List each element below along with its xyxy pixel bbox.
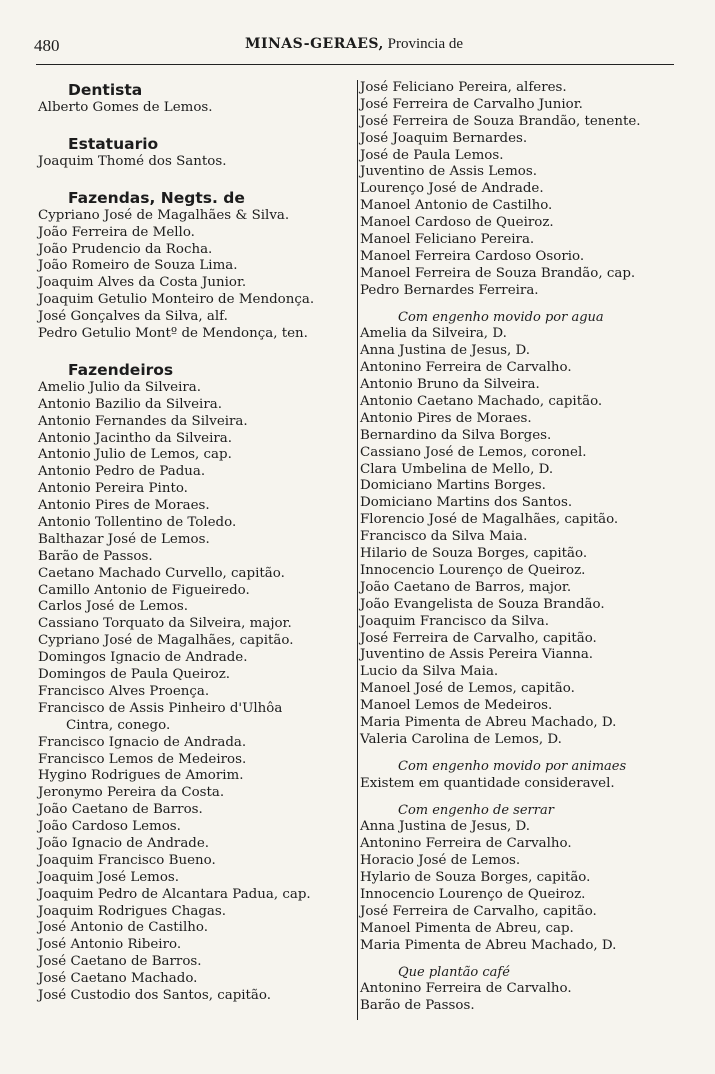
list-item: Alberto Gomes de Lemos. [38,100,213,115]
list-item: José Ferreira de Carvalho, capitão. [360,903,597,919]
section-heading-fazendeiros: Fazendeiros [68,360,174,379]
list-item: Barão de Passos. [360,998,475,1014]
list-item: Maria Pimenta de Abreu Machado, D. [360,714,617,730]
list-item: Antonio Fernandes da Silveira. [38,413,248,429]
list-item: Joaquim Pedro de Alcantara Padua, cap. [38,886,311,902]
list-serrar [360,819,678,954]
list-item: Joaquim José Lemos. [38,869,180,885]
spacer [38,117,354,134]
list-item: Camillo Antonio de Figueiredo. [38,582,250,598]
list-item: Francisco da Silva Maia. [360,529,528,545]
list-item: Antonino Ferreira de Carvalho. [360,836,572,852]
list-item: Horacio José de Lemos. [360,853,521,869]
list-item: José Ferreira de Souza Brandão, tenente. [360,113,641,129]
list-item: Domingos Ignacio de Andrade. [38,650,248,666]
list-item: Caetano Machado Curvello, capitão. [38,565,285,581]
list-item: Francisco de Assis Pinheiro d'Ulhôa [38,700,283,716]
list-item: Juventino de Assis Lemos. [360,164,537,180]
list-item: Francisco Alves Proença. [38,683,210,699]
list-item: Joaquim Alves da Costa Junior. [38,275,247,291]
list-item: Francisco Ignacio de Andrada. [38,734,247,750]
list-item: João Caetano de Barros, major. [360,579,572,595]
list-item: Balthazar José de Lemos. [38,531,210,547]
list-fazendas [38,208,354,343]
list-item: José Antonio de Castilho. [38,920,208,936]
header-rule [36,64,674,65]
list-item: José Feliciano Pereira, alferes. [360,80,567,95]
spacer [38,343,354,360]
list-item: Manoel Feliciano Pereira. [360,232,535,248]
list-item: Antonio Pires de Moraes. [38,498,210,514]
column-divider [357,80,358,1020]
list-item: Antonio Julio de Lemos, cap. [38,447,232,463]
list-item: Cassiano José de Lemos, coronel. [360,444,587,460]
list-item: Manoel Pimenta de Abreu, cap. [360,920,574,936]
list-item: Juventino de Assis Pereira Vianna. [360,647,594,663]
list-item: Valeria Carolina de Lemos, D. [360,731,562,747]
list-item: Innocencio Lourenço de Queiroz. [360,562,586,578]
spacer [360,749,678,759]
list-item: Manoel Cardoso de Queiroz. [360,215,554,231]
list-item: Bernardino da Silva Borges. [360,427,552,443]
list-item: Hilario de Souza Borges, capitão. [360,546,588,562]
list-item: Domiciano Martins Borges. [360,478,546,494]
list-item: Antonio Caetano Machado, capitão. [360,394,603,410]
running-title-bold: MINAS-GERAES, [244,36,384,52]
list-item: Cypriano José de Magalhães & Silva. [38,207,290,223]
list-item: Manoel Ferreira Cardoso Osorio. [360,248,585,264]
list-item: Joaquim Francisco da Silva. [360,613,549,629]
list-item: Hylario de Souza Borges, capitão. [360,870,591,886]
list-fazendeiros-cont [360,80,678,300]
running-title-rest: Provincia de [387,36,464,52]
spacer [360,300,678,310]
list-item: Pedro Bernardes Ferreira. [360,282,539,298]
list-item-continuation: Cintra, conego. [66,717,171,733]
list-item: Anna Justina de Jesus, D. [360,343,530,359]
list-item: Clara Umbelina de Mello, D. [360,461,554,477]
list-item: José Ferreira de Carvalho, capitão. [360,630,597,646]
list-item: João Evangelista de Souza Brandão. [360,596,605,612]
list-item: Antonio Pereira Pinto. [38,481,188,497]
subheading-serrar: Com engenho de serrar [398,802,554,818]
list-item: João Caetano de Barros. [38,802,203,818]
list-item: Florencio José de Magalhães, capitão. [360,512,619,528]
subheading-agua: Com engenho movido por agua [398,309,604,325]
list-item: Jeronymo Pereira da Costa. [38,785,225,801]
list-item: João Ignacio de Andrade. [38,835,210,851]
list-fazendeiros-a [38,380,354,701]
list-item: José Joaquim Bernardes. [360,130,528,146]
list-item: Antonio Pedro de Padua. [38,464,206,480]
list-item: Lourenço José de Andrade. [360,181,544,197]
list-item: João Cardoso Lemos. [38,819,181,835]
list-item: Manoel Ferreira de Souza Brandão, cap. [360,265,636,281]
list-item: José Custodio dos Santos, capitão. [38,987,271,1003]
left-column [38,80,354,1005]
list-item: Francisco Lemos de Medeiros. [38,751,247,767]
page-number: 480 [34,36,60,55]
list-item: Antonio Bruno da Silveira. [360,377,540,393]
list-item: Amelio Julio da Silveira. [38,379,202,395]
list-item: José Caetano de Barros. [38,954,202,970]
list-item: Joaquim Rodrigues Chagas. [38,903,227,919]
list-item: Hygino Rodrigues de Amorim. [38,768,244,784]
list-item: Cassiano Torquato da Silveira, major. [38,616,292,632]
page-header [34,36,674,58]
list-item: Domiciano Martins dos Santos. [360,495,573,511]
list-item: Antonio Jacintho da Silveira. [38,430,233,446]
list-item: Cypriano José de Magalhães, capitão. [38,633,294,649]
list-item: José Antonio Ribeiro. [38,937,182,953]
section-heading-dentista: Dentista [68,81,143,99]
list-item: Anna Justina de Jesus, D. [360,819,530,835]
list-item: Antonio Pires de Moraes. [360,410,532,426]
list-item: Antonino Ferreira de Carvalho. [360,360,572,376]
subheading-cafe: Que plantão café [398,964,510,980]
list-item: José Ferreira de Carvalho Junior. [360,96,583,112]
subheading-animaes: Com engenho movido por animaes [398,758,627,774]
list-item: Amelia da Silveira, D. [360,326,507,342]
list-agua [360,326,678,748]
list-fazendeiros-b [38,735,354,1005]
list-item: Manoel Antonio de Castilho. [360,198,553,214]
spacer [360,955,678,965]
list-item: Manoel José de Lemos, capitão. [360,681,575,697]
list-item: José Caetano Machado. [38,971,198,987]
list-item: Barão de Passos. [38,548,153,564]
list-item: José de Paula Lemos. [360,147,504,163]
list-cafe [360,981,678,1015]
list-item: Joaquim Francisco Bueno. [38,852,216,868]
list-item: João Prudencio da Rocha. [38,241,213,257]
list-item: Joaquim Thomé dos Santos. [38,153,227,169]
section-heading-fazendas: Fazendas, Negts. de [68,188,245,207]
spacer [38,171,354,188]
list-item: Manoel Lemos de Medeiros. [360,698,553,714]
list-item: João Romeiro de Souza Lima. [38,258,238,274]
list-item: Lucio da Silva Maia. [360,664,499,680]
list-item: Carlos José de Lemos. [38,599,189,615]
list-item: Antonio Bazilio da Silveira. [38,396,222,412]
running-title [34,36,674,53]
list-animaes [360,776,678,793]
list-item: Existem em quantidade consideravel. [360,775,615,791]
list-item: João Ferreira de Mello. [38,224,195,240]
list-item: Maria Pimenta de Abreu Machado, D. [360,937,617,953]
list-item: Pedro Getulio Montº de Mendonça, ten. [38,326,308,342]
right-column [360,80,678,1015]
list-item: Domingos de Paula Queiroz. [38,667,231,683]
list-item: José Gonçalves da Silva, alf. [38,309,228,325]
section-heading-estatuario: Estatuario [68,134,159,153]
list-estatuario [38,154,354,171]
list-item: Innocencio Lourenço de Queiroz. [360,886,586,902]
spacer [360,793,678,803]
list-item: Antonio Tollentino de Toledo. [38,515,237,531]
list-dentista [38,100,354,117]
list-item: Joaquim Getulio Monteiro de Mendonça. [38,292,315,308]
list-item: Antonino Ferreira de Carvalho. [360,981,572,997]
